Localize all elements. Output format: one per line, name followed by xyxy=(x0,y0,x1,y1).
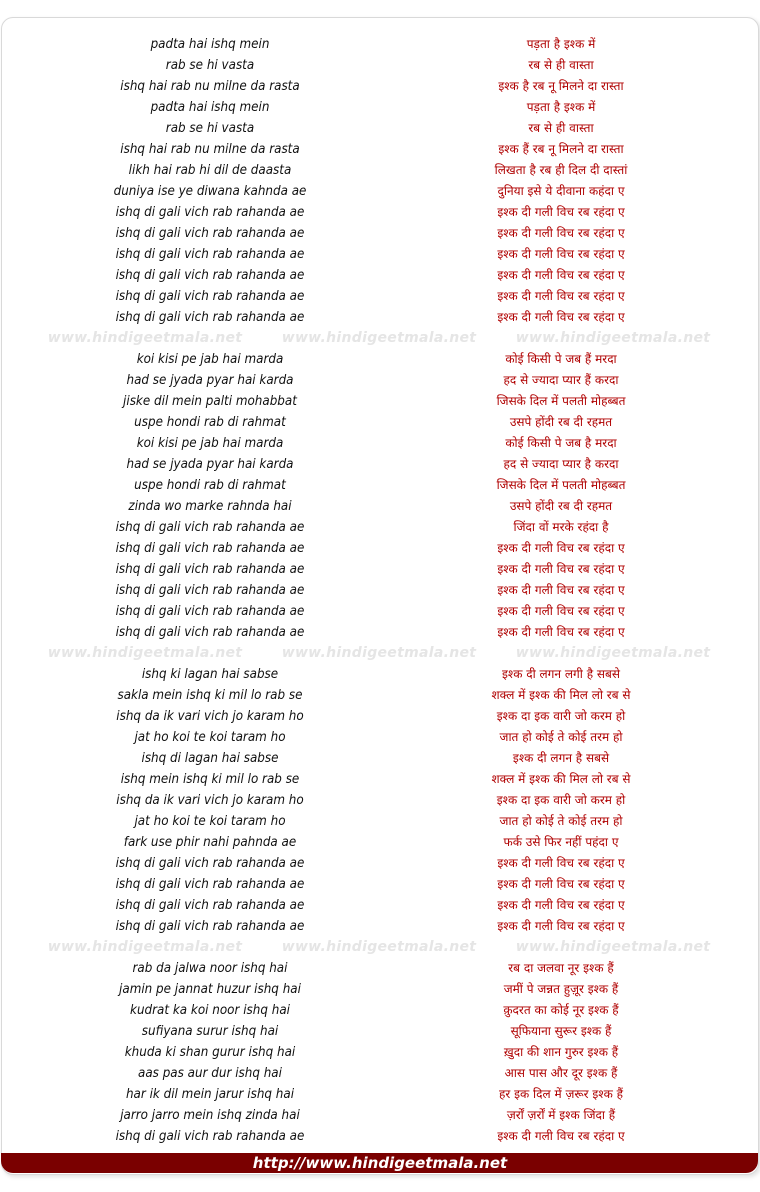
lyric-hindi: इश्क दी गली विच रब रहंदा ए xyxy=(497,268,625,282)
lyric-english: duniya ise ye diwana kahnda ae xyxy=(113,184,307,199)
lyric-english: ishq di gali vich rab rahanda ae xyxy=(115,289,305,304)
lyric-hindi: इश्क दी गली विच रब रहंदा ए xyxy=(497,205,625,219)
lyric-english: ishq hai rab nu milne da rasta xyxy=(120,79,300,94)
lyric-line xyxy=(0,349,760,370)
lyric-hindi: इश्क दी गली विच रब रहंदा ए xyxy=(497,919,625,933)
lyric-line xyxy=(0,286,760,307)
watermark-text: www.hindigeetmala.net xyxy=(515,645,711,661)
lyric-english: likh hai rab hi dil de daasta xyxy=(128,163,292,178)
lyric-english: padta hai ishq mein xyxy=(150,100,270,115)
lyric-line xyxy=(0,97,760,118)
lyric-hindi: आस पास और दूर इश्क हैं xyxy=(504,1066,618,1080)
lyric-line xyxy=(0,307,760,328)
lyric-english: ishq di lagan hai sabse xyxy=(141,751,279,766)
lyric-line xyxy=(0,55,760,76)
lyric-line xyxy=(0,34,760,55)
lyric-line xyxy=(0,496,760,517)
lyric-hindi: इश्क दा इक वारी जो करम हो xyxy=(496,709,626,723)
lyric-line xyxy=(0,244,760,265)
lyric-english: jat ho koi te koi taram ho xyxy=(134,814,286,829)
watermark-row xyxy=(0,643,760,664)
lyric-hindi: इश्क हैं रब नू मिलने दा रास्ता xyxy=(498,142,624,156)
lyric-hindi: रब से ही वास्ता xyxy=(528,121,594,135)
lyric-hindi: इश्क है रब नू मिलने दा रास्ता xyxy=(498,79,624,93)
lyric-english: koi kisi pe jab hai marda xyxy=(136,436,284,451)
lyric-hindi: लिखता है रब ही दिल दी दास्तां xyxy=(494,163,628,177)
lyric-hindi: रब दा जलवा नूर इश्क हैं xyxy=(508,961,614,975)
lyric-line xyxy=(0,139,760,160)
lyric-english: uspe hondi rab di rahmat xyxy=(134,478,286,493)
lyric-line xyxy=(0,181,760,202)
lyric-line xyxy=(0,1126,760,1147)
lyric-line xyxy=(0,559,760,580)
lyric-line xyxy=(0,1105,760,1126)
lyric-hindi: शक्ल में इश्क की मिल लो रब से xyxy=(491,772,631,786)
lyric-line xyxy=(0,454,760,475)
lyric-english: kudrat ka koi noor ishq hai xyxy=(130,1003,290,1018)
lyric-english: jat ho koi te koi taram ho xyxy=(134,730,286,745)
lyric-english: ishq da ik vari vich jo karam ho xyxy=(116,793,304,808)
watermark-row xyxy=(0,328,760,349)
lyric-english: ishq di gali vich rab rahanda ae xyxy=(115,877,305,892)
watermark-row xyxy=(0,937,760,958)
lyric-line xyxy=(0,727,760,748)
lyric-english: ishq di gali vich rab rahanda ae xyxy=(115,898,305,913)
lyric-hindi: इश्क दी गली विच रब रहंदा ए xyxy=(497,541,625,555)
lyric-line xyxy=(0,979,760,1000)
lyric-hindi: इश्क दी गली विच रब रहंदा ए xyxy=(497,898,625,912)
lyric-hindi: इश्क दी गली विच रब रहंदा ए xyxy=(497,1129,625,1143)
lyric-hindi: इश्क दी लगन है सबसे xyxy=(512,751,610,765)
lyric-hindi: ख़ुदा की शान गुरुर इश्क हैं xyxy=(503,1045,619,1059)
lyric-hindi: जिंदा वों मरके रहंदा है xyxy=(513,520,609,534)
lyric-line xyxy=(0,1000,760,1021)
lyric-hindi: सूफियाना सुरूर इश्क हैं xyxy=(510,1024,612,1038)
lyric-line xyxy=(0,895,760,916)
watermark-text: www.hindigeetmala.net xyxy=(47,645,243,661)
lyric-english: ishq di gali vich rab rahanda ae xyxy=(115,520,305,535)
lyric-english: har ik dil mein jarur ishq hai xyxy=(125,1087,295,1102)
lyric-line xyxy=(0,790,760,811)
watermark-text: www.hindigeetmala.net xyxy=(281,330,477,346)
lyric-line xyxy=(0,160,760,181)
lyric-english: had se jyada pyar hai karda xyxy=(126,373,294,388)
lyric-english: ishq di gali vich rab rahanda ae xyxy=(115,856,305,871)
lyric-english: ishq di gali vich rab rahanda ae xyxy=(115,562,305,577)
lyric-english: ishq di gali vich rab rahanda ae xyxy=(115,583,305,598)
lyric-english: sufiyana surur ishq hai xyxy=(141,1024,279,1039)
lyric-english: ishq di gali vich rab rahanda ae xyxy=(115,604,305,619)
lyric-line xyxy=(0,118,760,139)
lyric-line xyxy=(0,412,760,433)
lyric-line xyxy=(0,622,760,643)
lyric-english: rab da jalwa noor ishq hai xyxy=(132,961,288,976)
lyric-hindi: जात हो कोई ते कोई तरम हो xyxy=(499,814,623,828)
lyric-line xyxy=(0,265,760,286)
lyric-english: jiske dil mein palti mohabbat xyxy=(123,394,297,409)
lyric-line xyxy=(0,370,760,391)
lyric-hindi: क़ुदरत का कोई नूर इश्क हैं xyxy=(503,1003,619,1017)
lyric-hindi: जिसके दिल में पलती मोहब्बत xyxy=(496,478,626,492)
lyric-english: ishq da ik vari vich jo karam ho xyxy=(116,709,304,724)
lyric-hindi: इश्क दी गली विच रब रहंदा ए xyxy=(497,856,625,870)
lyric-english: khuda ki shan gurur ishq hai xyxy=(124,1045,296,1060)
lyric-line xyxy=(0,76,760,97)
lyric-english: koi kisi pe jab hai marda xyxy=(136,352,284,367)
lyric-hindi: हद से ज्यादा प्यार हैं करदा xyxy=(503,373,619,387)
lyric-line xyxy=(0,958,760,979)
lyric-hindi: जमीं पे जन्नत हुज़ूर इश्क हैं xyxy=(503,982,619,996)
lyric-english: ishq di gali vich rab rahanda ae xyxy=(115,247,305,262)
lyric-english: ishq di gali vich rab rahanda ae xyxy=(115,310,305,325)
watermark-text: www.hindigeetmala.net xyxy=(281,645,477,661)
lyric-hindi: इश्क दी गली विच रब रहंदा ए xyxy=(497,226,625,240)
lyric-line xyxy=(0,1021,760,1042)
lyric-english: ishq di gali vich rab rahanda ae xyxy=(115,205,305,220)
lyric-line xyxy=(0,517,760,538)
lyric-line xyxy=(0,853,760,874)
lyric-hindi: इश्क दी गली विच रब रहंदा ए xyxy=(497,289,625,303)
lyric-english: aas pas aur dur ishq hai xyxy=(138,1066,282,1081)
lyric-line xyxy=(0,706,760,727)
footer-link[interactable]: http://www.hindigeetmala.net xyxy=(252,1154,508,1172)
lyric-hindi: रब से ही वास्ता xyxy=(528,58,594,72)
lyric-hindi: जात हो कोई ते कोई तरम हो xyxy=(499,730,623,744)
lyric-hindi: जिसके दिल में पलती मोहब्बत xyxy=(496,394,626,408)
lyric-english: sakla mein ishq ki mil lo rab se xyxy=(117,688,303,703)
lyric-english: ishq di gali vich rab rahanda ae xyxy=(115,226,305,241)
lyric-hindi: शक्ल में इश्क की मिल लो रब से xyxy=(491,688,631,702)
lyric-hindi: ज़र्रों ज़र्रों में इश्क जिंदा हैं xyxy=(506,1108,616,1122)
lyric-english: rab se hi vasta xyxy=(165,121,255,136)
lyric-english: ishq di gali vich rab rahanda ae xyxy=(115,541,305,556)
lyric-line xyxy=(0,916,760,937)
lyric-line xyxy=(0,538,760,559)
lyric-hindi: फर्क उसे फिर नहीं पहंदा ए xyxy=(503,835,619,849)
lyric-line xyxy=(0,202,760,223)
lyric-hindi: पड़ता है इश्क में xyxy=(526,100,596,114)
lyric-english: had se jyada pyar hai karda xyxy=(126,457,294,472)
lyric-line xyxy=(0,811,760,832)
lyric-english: ishq ki lagan hai sabse xyxy=(141,667,279,682)
watermark-text: www.hindigeetmala.net xyxy=(515,330,711,346)
lyric-line xyxy=(0,223,760,244)
lyric-line xyxy=(0,433,760,454)
lyric-hindi: हद से ज्यादा प्यार है करदा xyxy=(503,457,619,471)
watermark-text: www.hindigeetmala.net xyxy=(47,939,243,955)
watermark-text: www.hindigeetmala.net xyxy=(281,939,477,955)
lyric-line xyxy=(0,391,760,412)
lyric-english: ishq mein ishq ki mil lo rab se xyxy=(120,772,300,787)
lyric-english: zinda wo marke rahnda hai xyxy=(128,499,292,514)
lyric-hindi: इश्क दी गली विच रब रहंदा ए xyxy=(497,247,625,261)
lyric-hindi: इश्क दी गली विच रब रहंदा ए xyxy=(497,562,625,576)
lyric-line xyxy=(0,580,760,601)
lyric-hindi: इश्क दी गली विच रब रहंदा ए xyxy=(497,604,625,618)
lyric-hindi: कोई किसी पे जब हैं मरदा xyxy=(505,352,617,366)
lyric-hindi: इश्क दा इक वारी जो करम हो xyxy=(496,793,626,807)
lyric-english: ishq di gali vich rab rahanda ae xyxy=(115,919,305,934)
lyric-hindi: इश्क दी गली विच रब रहंदा ए xyxy=(497,310,625,324)
lyric-english: ishq hai rab nu milne da rasta xyxy=(120,142,300,157)
lyric-english: ishq di gali vich rab rahanda ae xyxy=(115,268,305,283)
lyric-english: jarro jarro mein ishq zinda hai xyxy=(120,1108,300,1123)
lyric-english: fark use phir nahi pahnda ae xyxy=(123,835,297,850)
lyric-english: padta hai ishq mein xyxy=(150,37,270,52)
lyric-hindi: दुनिया इसे ये दीवाना कहंदा ए xyxy=(497,184,625,198)
lyric-hindi: कोई किसी पे जब है मरदा xyxy=(505,436,617,450)
watermark-text: www.hindigeetmala.net xyxy=(47,330,243,346)
lyric-hindi: इश्क दी गली विच रब रहंदा ए xyxy=(497,625,625,639)
lyric-line xyxy=(0,832,760,853)
lyric-line xyxy=(0,769,760,790)
lyric-hindi: पड़ता है इश्क में xyxy=(526,37,596,51)
lyric-english: uspe hondi rab di rahmat xyxy=(134,415,286,430)
lyric-english: ishq di gali vich rab rahanda ae xyxy=(115,625,305,640)
lyric-line xyxy=(0,601,760,622)
lyric-english: ishq di gali vich rab rahanda ae xyxy=(115,1129,305,1144)
lyric-hindi: उसपे होंदी रब दी रहमत xyxy=(509,499,613,513)
lyric-line xyxy=(0,1063,760,1084)
lyric-hindi: इश्क दी गली विच रब रहंदा ए xyxy=(497,877,625,891)
lyric-hindi: इश्क दी लगन लगी है सबसे xyxy=(502,667,620,681)
lyric-line xyxy=(0,1084,760,1105)
lyric-hindi: उसपे होंदी रब दी रहमत xyxy=(509,415,613,429)
watermark-text: www.hindigeetmala.net xyxy=(515,939,711,955)
lyric-hindi: हर इक दिल में ज़रूर इश्क हैं xyxy=(499,1087,623,1101)
lyric-hindi: इश्क दी गली विच रब रहंदा ए xyxy=(497,583,625,597)
lyric-english: jamin pe jannat huzur ishq hai xyxy=(119,982,301,997)
lyric-line xyxy=(0,664,760,685)
lyric-line xyxy=(0,874,760,895)
lyric-line xyxy=(0,1042,760,1063)
lyric-line xyxy=(0,748,760,769)
lyric-line xyxy=(0,475,760,496)
lyric-line xyxy=(0,685,760,706)
lyric-english: rab se hi vasta xyxy=(165,58,255,73)
